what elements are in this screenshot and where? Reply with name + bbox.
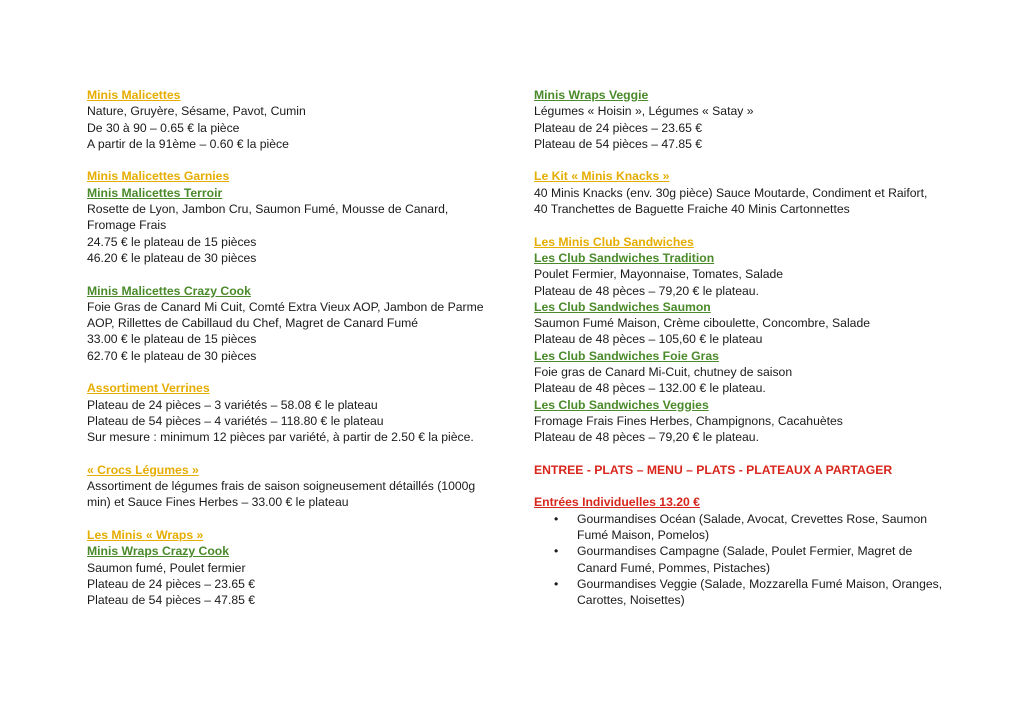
subsection-title: Les Club Sandwiches Tradition xyxy=(534,250,715,265)
price-line: Plateau de 48 pèces – 132.00 € le plateau. xyxy=(534,381,766,396)
section-entree-plats-menu xyxy=(534,462,954,478)
text-line: Foie gras de Canard Mi-Cuit, chutney de saison xyxy=(534,365,793,380)
price-line: Sur mesure : minimum 12 pièces par variété, à partir de 2.50 € la pièce. xyxy=(87,430,474,445)
price-line: 62.70 € le plateau de 30 pièces xyxy=(87,348,257,363)
text-line: 40 Tranchettes de Baguette Fraiche 40 Minis Cartonnettes xyxy=(534,202,850,217)
price-line: 24.75 € le plateau de 15 pièces xyxy=(87,234,257,249)
right-column xyxy=(534,87,954,625)
section-title: ENTREE - PLATS – MENU – PLATS - PLATEAUX A PARTAGER xyxy=(534,462,893,477)
section-title: « Crocs Légumes » xyxy=(87,462,199,477)
price-line: Plateau de 48 pèces – 105,60 € le plateau xyxy=(534,332,763,347)
section-entrees-individuelles xyxy=(534,494,954,608)
text-line: Rosette de Lyon, Jambon Cru, Saumon Fumé, Mousse de Canard, Fromage Frais xyxy=(87,202,449,233)
section-title: Les Minis « Wraps » xyxy=(87,528,204,543)
text-line: Poulet Fermier, Mayonnaise, Tomates, Salade xyxy=(534,267,784,282)
section-title: Minis Malicettes xyxy=(87,88,181,102)
text-line: Foie Gras de Canard Mi Cuit, Comté Extra Vieux AOP, Jambon de Parme AOP, Rillettes de Cabillaud du Chef, Magret de Canard Fumé xyxy=(87,299,484,331)
section-title: Minis Wraps Veggie xyxy=(534,88,649,102)
section-title: Minis Malicettes Garnies xyxy=(87,169,230,184)
section-minis-malicettes xyxy=(87,87,507,152)
section-crocs-legumes xyxy=(87,462,507,511)
section-kit-minis-knacks xyxy=(534,168,954,217)
list-item-text: Gourmandises Campagne (Salade, Poulet Fermier, Magret de Canard Fumé, Pommes, Pistaches) xyxy=(577,544,913,575)
bullet-list xyxy=(534,511,954,609)
text-line: Fromage Frais Fines Herbes, Champignons, Cacahuètes xyxy=(534,413,843,428)
list-item xyxy=(534,576,954,609)
price-line: Plateau de 54 pièces – 47.85 € xyxy=(87,593,256,608)
subsection-title: Les Club Sandwiches Foie Gras xyxy=(534,348,719,363)
price-line: Plateau de 54 pièces – 4 variétés – 118.80 € le plateau xyxy=(87,413,384,428)
section-title: Entrées Individuelles 13.20 € xyxy=(534,495,700,510)
subsection-title: Minis Malicettes Terroir xyxy=(87,185,223,200)
price-line: Plateau de 24 pièces – 23.65 € xyxy=(87,576,256,591)
section-title: Le Kit « Minis Knacks » xyxy=(534,169,670,184)
section-wraps-veggie xyxy=(534,87,954,152)
price-line: Plateau de 24 pièces – 3 variétés – 58.08 € le plateau xyxy=(87,397,378,412)
price-line: Plateau de 48 pèces – 79,20 € le plateau. xyxy=(534,283,759,298)
subsection-title: Les Club Sandwiches Saumon xyxy=(534,299,711,314)
section-title: Minis Malicettes Crazy Cook xyxy=(87,283,251,298)
list-item xyxy=(534,511,954,544)
subsection-title: Minis Wraps Crazy Cook xyxy=(87,544,229,559)
list-item-text: Gourmandises Veggie (Salade, Mozzarella Fumé Maison, Oranges, Carottes, Noisettes) xyxy=(577,576,943,608)
list-item xyxy=(534,543,954,576)
list-item-text: Gourmandises Océan (Salade, Avocat, Crevettes Rose, Saumon Fumé Maison, Pomelos) xyxy=(577,511,928,543)
price-line: A partir de la 91ème – 0.60 € la pièce xyxy=(87,136,289,151)
text-line: Saumon fumé, Poulet fermier xyxy=(87,560,246,575)
left-column xyxy=(87,87,507,625)
text-line: Légumes « Hoisin », Légumes « Satay » xyxy=(534,104,754,119)
section-title: Les Minis Club Sandwiches xyxy=(534,234,694,249)
section-malicettes-crazy-cook xyxy=(87,283,507,364)
price-line: 33.00 € le plateau de 15 pièces xyxy=(87,332,257,347)
text-line: Assortiment de légumes frais de saison soigneusement détaillés (1000g min) et Sauce Fines Herbes – 33.00 € le plateau xyxy=(87,479,476,510)
bullet-icon: • xyxy=(554,544,559,559)
section-assortiment-verrines xyxy=(87,380,507,445)
text-line: 40 Minis Knacks (env. 30g pièce) Sauce Moutarde, Condiment et Raifort, xyxy=(534,185,928,200)
bullet-icon: • xyxy=(554,576,559,591)
price-line: De 30 à 90 – 0.65 € la pièce xyxy=(87,120,240,135)
text-line: Saumon Fumé Maison, Crème ciboulette, Concombre, Salade xyxy=(534,316,870,331)
text-line: Nature, Gruyère, Sésame, Pavot, Cumin xyxy=(87,104,306,119)
bullet-icon: • xyxy=(554,511,559,526)
price-line: Plateau de 24 pièces – 23.65 € xyxy=(534,120,703,135)
section-club-sandwiches xyxy=(534,234,954,446)
price-line: Plateau de 48 pèces – 79,20 € le plateau. xyxy=(534,430,759,445)
price-line: Plateau de 54 pièces – 47.85 € xyxy=(534,136,703,151)
section-minis-wraps xyxy=(87,527,507,608)
subsection-title: Les Club Sandwiches Veggies xyxy=(534,397,709,412)
section-title: Assortiment Verrines xyxy=(87,381,210,396)
section-malicettes-garnies xyxy=(87,168,507,266)
price-line: 46.20 € le plateau de 30 pièces xyxy=(87,250,257,265)
